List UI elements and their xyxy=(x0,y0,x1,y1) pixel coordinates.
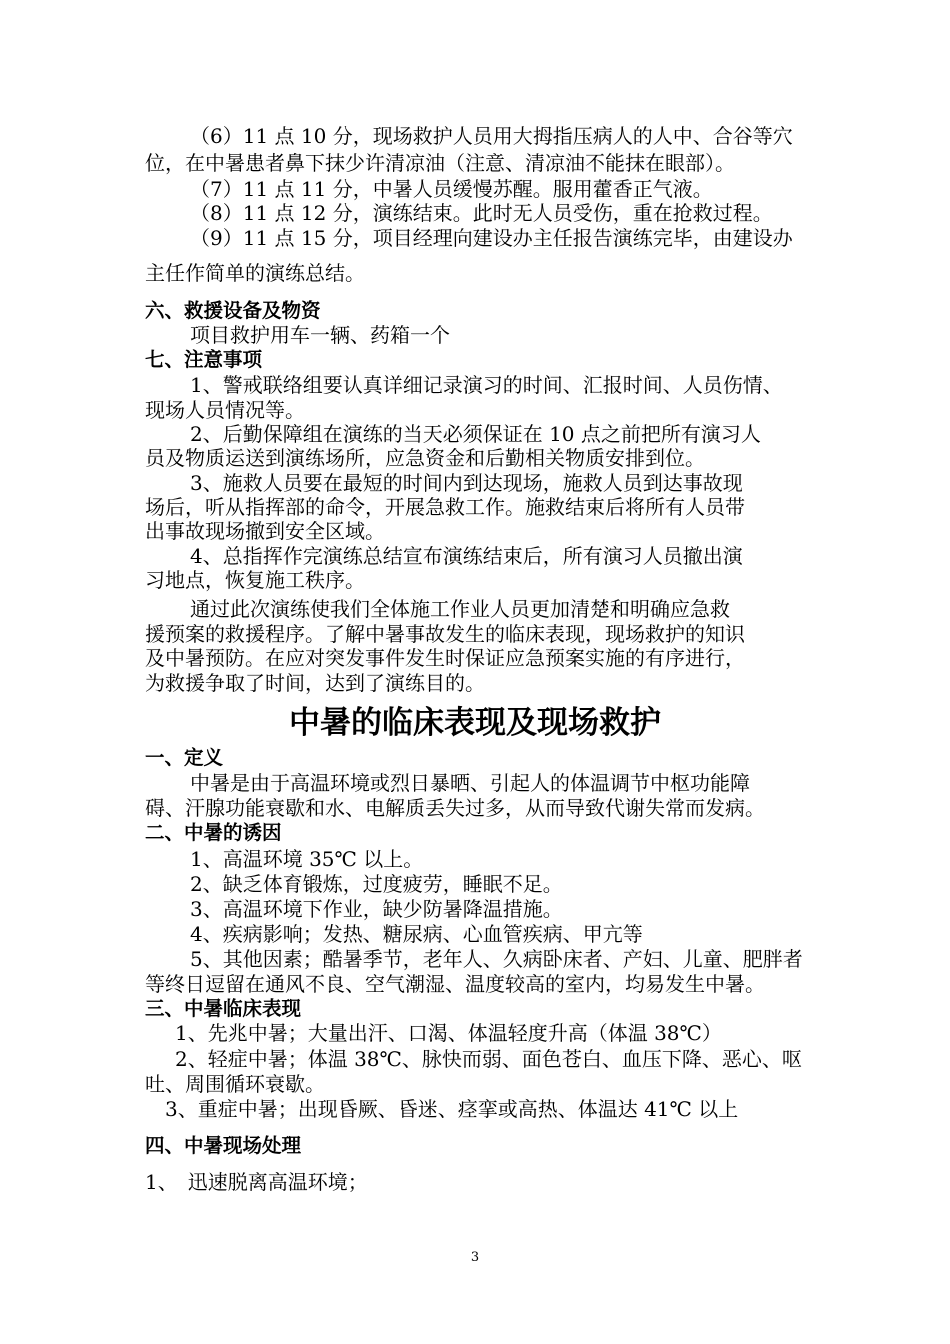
cause-item-cont: 等终日逗留在通风不良、空气潮湿、温度较高的室内，均易发生中暑。 xyxy=(145,972,765,996)
drill-step-6: （6）11 点 10 分，现场救护人员用大拇指压病人的人中、合谷等穴 xyxy=(190,124,793,148)
note-line: 1、警戒联络组要认真详细记录演习的时间、汇报时间、人员伤情、 xyxy=(190,373,783,397)
main-title: 中暑的临床表现及现场救护 xyxy=(289,705,661,741)
section-heading-causes: 二、中暑的诱因 xyxy=(145,821,282,844)
drill-step-9-cont: 主任作简单的演练总结。 xyxy=(145,261,365,285)
note-line: 场后，听从指挥部的命令，开展急救工作。施救结束后将所有人员带 xyxy=(145,495,745,519)
cause-item: 1、高温环境 35℃ 以上。 xyxy=(190,847,424,871)
cause-item: 2、缺乏体育锻炼，过度疲劳，睡眠不足。 xyxy=(190,872,563,896)
definition-line: 碍、汗腺功能衰歇和水、电解质丢失过多，从而导致代谢失常而发病。 xyxy=(145,796,765,820)
cause-item: 5、其他因素；酷暑季节，老年人、久病卧床者、产妇、儿童、肥胖者 xyxy=(190,947,803,971)
summary-line: 及中暑预防。在应对突发事件发生时保证应急预案实施的有序进行， xyxy=(145,646,745,670)
section-heading-definition: 一、定义 xyxy=(145,746,224,769)
cause-item: 4、疾病影响；发热、糖尿病、心血管疾病、甲亢等 xyxy=(190,922,643,946)
note-line: 出事故现场撤到安全区域。 xyxy=(145,519,385,543)
symptom-item-cont: 吐、周围循环衰歇。 xyxy=(145,1072,325,1096)
summary-line: 通过此次演练使我们全体施工作业人员更加清楚和明确应急救 xyxy=(190,597,730,621)
summary-line: 为救援争取了时间，达到了演练目的。 xyxy=(145,671,485,695)
note-line: 现场人员情况等。 xyxy=(145,398,305,422)
drill-step-8: （8）11 点 12 分，演练结束。此时无人员受伤，重在抢救过程。 xyxy=(190,201,773,225)
treatment-item: 1、 迅速脱离高温环境； xyxy=(145,1170,368,1194)
symptom-item: 3、重症中暑；出现昏厥、昏迷、痉挛或高热、体温达 41℃ 以上 xyxy=(165,1097,739,1121)
section-heading-notes: 七、注意事项 xyxy=(145,348,263,371)
equipment-line: 项目救护用车一辆、药箱一个 xyxy=(190,323,450,347)
note-line: 4、总指挥作完演练总结宣布演练结束后，所有演习人员撤出演 xyxy=(190,544,743,568)
section-heading-symptoms: 三、中暑临床表现 xyxy=(145,997,302,1020)
section-heading-treatment: 四、中暑现场处理 xyxy=(145,1134,302,1157)
drill-step-9: （9）11 点 15 分，项目经理向建设办主任报告演练完毕，由建设办 xyxy=(190,226,793,250)
summary-line: 援预案的救援程序。了解中暑事故发生的临床表现，现场救护的知识 xyxy=(145,622,745,646)
symptom-item: 2、轻症中暑；体温 38℃、脉快而弱、面色苍白、血压下降、恶心、呕 xyxy=(175,1047,802,1071)
note-line: 2、后勤保障组在演练的当天必须保证在 10 点之前把所有演习人 xyxy=(190,422,761,446)
definition-line: 中暑是由于高温环境或烈日暴晒、引起人的体温调节中枢功能障 xyxy=(190,771,750,795)
symptom-item: 1、先兆中暑；大量出汗、口渴、体温轻度升高（体温 38℃） xyxy=(175,1021,722,1045)
note-line: 员及物质运送到演练场所，应急资金和后勤相关物质安排到位。 xyxy=(145,446,705,470)
note-line: 习地点，恢复施工秩序。 xyxy=(145,568,365,592)
cause-item: 3、高温环境下作业，缺少防暑降温措施。 xyxy=(190,897,563,921)
section-heading-equipment: 六、救援设备及物资 xyxy=(145,299,321,322)
page-number: 3 xyxy=(470,1250,480,1265)
note-line: 3、施救人员要在最短的时间内到达现场，施救人员到达事故现 xyxy=(190,471,743,495)
drill-step-6-cont: 位，在中暑患者鼻下抹少许清凉油（注意、清凉油不能抹在眼部）。 xyxy=(145,151,735,175)
drill-step-7: （7）11 点 11 分，中暑人员缓慢苏醒。服用藿香正气液。 xyxy=(190,177,713,201)
